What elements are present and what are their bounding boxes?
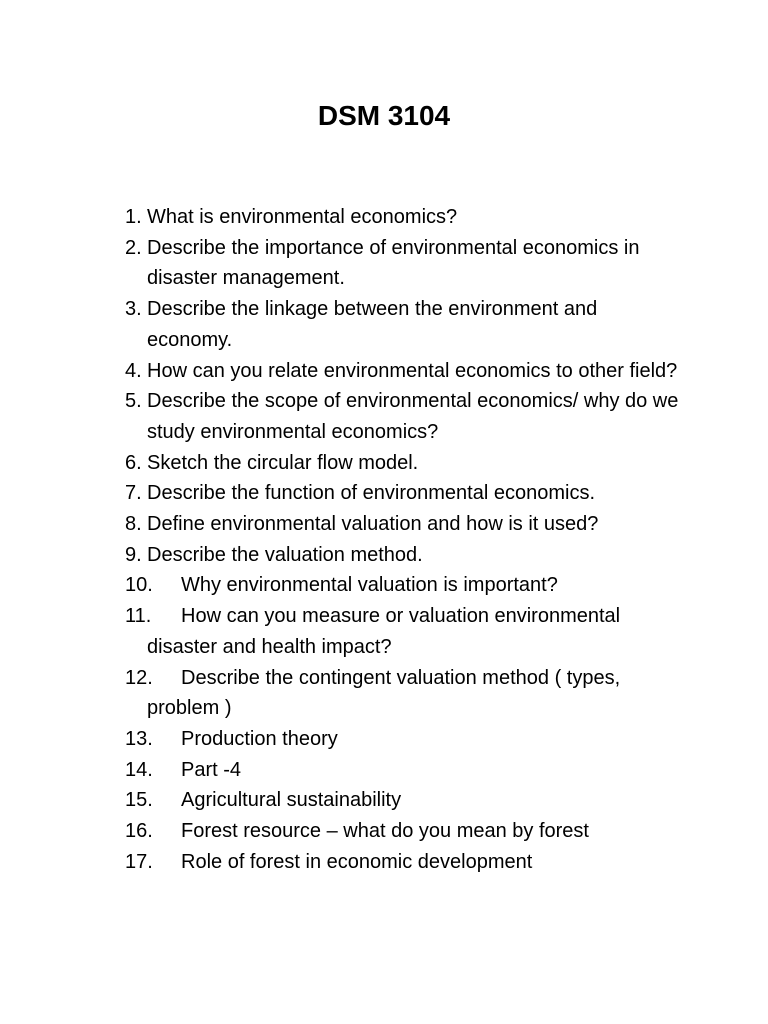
question-list bbox=[125, 202, 685, 877]
question-item bbox=[125, 663, 685, 724]
question-item bbox=[125, 478, 685, 509]
question-text: Production theory bbox=[181, 727, 338, 750]
document-title: DSM 3104 bbox=[317, 100, 451, 131]
question-item bbox=[125, 233, 685, 294]
question-text: Role of forest in economic development bbox=[181, 850, 533, 873]
question-text: Describe the scope of environmental economics/ why do we study environmental economics? bbox=[147, 390, 679, 443]
question-item bbox=[125, 570, 685, 601]
question-number: 1. bbox=[125, 206, 142, 228]
question-number: 10. bbox=[125, 574, 153, 597]
question-text: Describe the linkage between the environment and economy. bbox=[147, 298, 598, 351]
question-text: How can you relate environmental economics to other field? bbox=[147, 359, 678, 382]
question-text: Describe the valuation method. bbox=[147, 543, 423, 566]
question-item bbox=[125, 509, 685, 540]
question-text: Agricultural sustainability bbox=[181, 789, 402, 812]
question-item bbox=[125, 294, 685, 355]
question-text: Describe the importance of environmental economics in disaster management. bbox=[147, 236, 640, 290]
question-number: 15. bbox=[125, 789, 153, 812]
question-number: 12. bbox=[125, 666, 153, 689]
question-item bbox=[125, 356, 685, 387]
question-text: Define environmental valuation and how is it used? bbox=[147, 513, 599, 536]
question-number: 6. bbox=[125, 451, 142, 474]
question-item bbox=[125, 540, 685, 571]
question-number: 17. bbox=[125, 850, 153, 873]
question-item bbox=[125, 755, 685, 786]
question-item bbox=[125, 601, 685, 662]
question-text: How can you measure or valuation environmental disaster and health impact? bbox=[147, 605, 621, 658]
question-number: 8. bbox=[125, 513, 142, 536]
question-number: 4. bbox=[125, 359, 142, 382]
question-number: 11. bbox=[125, 605, 152, 628]
question-item bbox=[125, 785, 685, 816]
question-text: Part -4 bbox=[181, 758, 242, 781]
question-item bbox=[125, 202, 685, 233]
question-item bbox=[125, 724, 685, 755]
question-number: 14. bbox=[125, 758, 153, 781]
question-number: 2. bbox=[125, 236, 142, 259]
question-number: 16. bbox=[125, 820, 153, 843]
question-number: 9. bbox=[125, 543, 142, 566]
question-text: Why environmental valuation is important? bbox=[181, 574, 558, 597]
question-item bbox=[125, 847, 685, 878]
question-text: Describe the function of environmental economics. bbox=[147, 482, 596, 505]
question-number: 5. bbox=[125, 390, 142, 413]
question-number: 7. bbox=[125, 482, 142, 505]
question-item bbox=[125, 816, 685, 847]
question-number: 13. bbox=[125, 727, 153, 750]
question-number: 3. bbox=[125, 298, 142, 321]
question-item bbox=[125, 386, 685, 447]
question-text: Describe the contingent valuation method ( types, problem ) bbox=[147, 666, 621, 720]
question-text: Forest resource – what do you mean by forest bbox=[181, 820, 589, 843]
question-text: What is environmental economics? bbox=[147, 206, 458, 228]
question-text: Sketch the circular flow model. bbox=[147, 451, 419, 474]
question-item bbox=[125, 448, 685, 479]
